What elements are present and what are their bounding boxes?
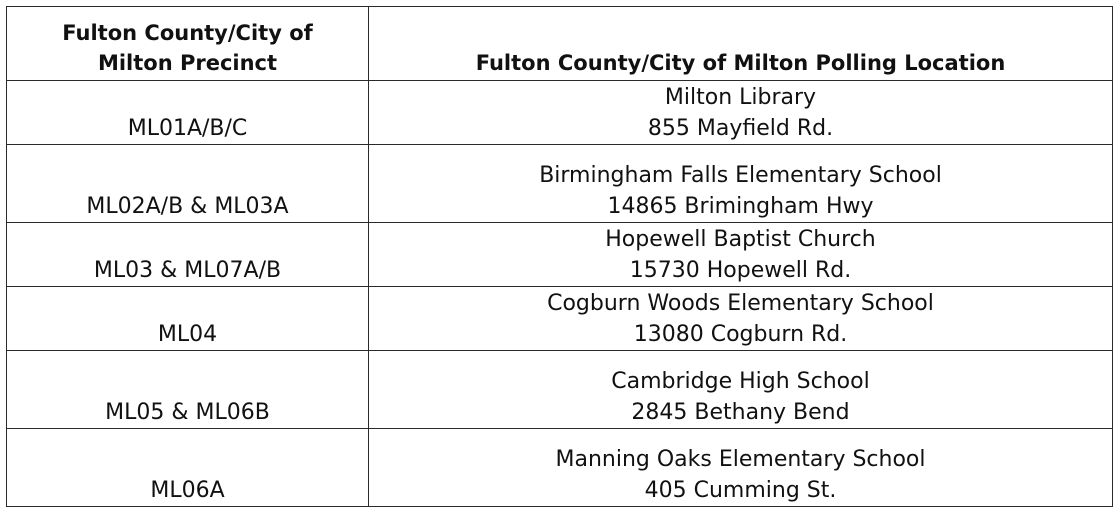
table-row xyxy=(7,81,1113,145)
location-header-text: Fulton County/City of Milton Polling Location xyxy=(475,51,1006,75)
precinct-cell: ML04 xyxy=(7,287,369,351)
precinct-cell: ML03 & ML07A/B xyxy=(7,223,369,287)
polling-locations-table xyxy=(6,6,1113,507)
location-cell xyxy=(369,145,1113,223)
location-cell xyxy=(369,223,1113,287)
precinct-header-line-2: Milton Precinct xyxy=(97,51,278,75)
precinct-header-line-1: Fulton County/City of xyxy=(62,21,313,45)
table-row xyxy=(7,351,1113,429)
precinct-cell: ML05 & ML06B xyxy=(7,351,369,429)
location-address: 14865 Brimingham Hwy xyxy=(607,194,874,219)
location-column-header xyxy=(369,7,1113,81)
table-row xyxy=(7,145,1113,223)
location-name: Manning Oaks Elementary School xyxy=(555,447,926,472)
table-row xyxy=(7,287,1113,351)
table-row xyxy=(7,223,1113,287)
location-cell xyxy=(369,287,1113,351)
precinct-cell: ML06A xyxy=(7,429,369,507)
precinct-cell: ML02A/B & ML03A xyxy=(7,145,369,223)
location-name: Birmingham Falls Elementary School xyxy=(539,163,942,188)
location-name: Cambridge High School xyxy=(611,369,870,394)
location-address: 2845 Bethany Bend xyxy=(631,400,850,425)
location-address: 855 Mayfield Rd. xyxy=(647,116,834,141)
location-name: Hopewell Baptist Church xyxy=(605,227,876,252)
location-cell xyxy=(369,429,1113,507)
location-cell xyxy=(369,351,1113,429)
location-name: Cogburn Woods Elementary School xyxy=(547,291,934,316)
location-cell xyxy=(369,81,1113,145)
precinct-column-header xyxy=(7,7,369,81)
header-row xyxy=(7,7,1113,81)
location-address: 405 Cumming St. xyxy=(644,478,837,503)
table-row xyxy=(7,429,1113,507)
location-address: 15730 Hopewell Rd. xyxy=(629,258,852,283)
precinct-cell: ML01A/B/C xyxy=(7,81,369,145)
location-address: 13080 Cogburn Rd. xyxy=(633,322,848,347)
location-name: Milton Library xyxy=(664,85,817,110)
